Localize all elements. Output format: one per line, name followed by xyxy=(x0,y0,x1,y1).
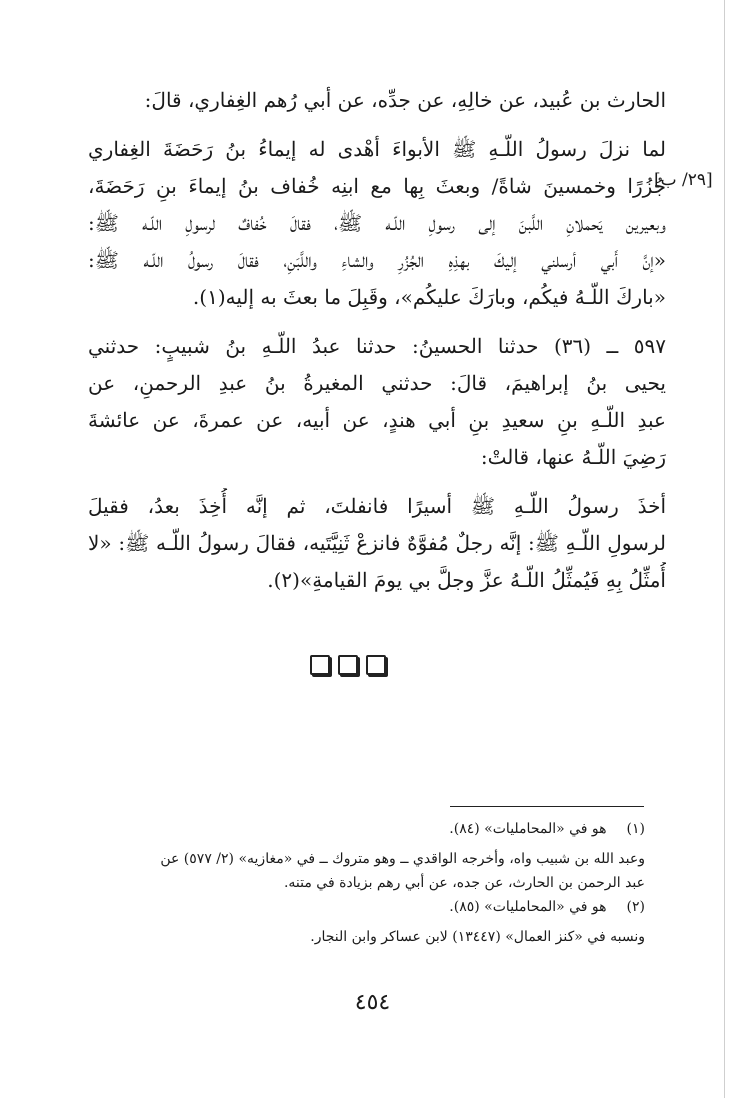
footnote-number: (١) xyxy=(626,821,645,837)
square-ornament-icon xyxy=(366,655,386,675)
footnote-2 xyxy=(100,895,645,919)
section-separator xyxy=(310,655,386,675)
text-line: لرسولِ اللّـهِ ﷺ: إنَّه رجلٌ مُفوَّهٌ فانزعْ ثَنِيَّتَيه، فقالَ رسولُ اللّـه ﷺ: «لا xyxy=(88,531,666,555)
text-line: الحارث بن عُبيد، عن خالِهِ، عن جدِّه، عن أبي رُهم الغِفاري، قالَ: xyxy=(144,88,666,112)
footnote-rule xyxy=(450,806,644,807)
manuscript-folio-note: [٢٩/ ب] xyxy=(654,170,713,190)
text-line: جُزُرًا وخمسينَ شاةً/ وبعثَ بِها مع ابنِه خُفاف بنُ إيماءَ بنِ رَحَضَةَ، xyxy=(88,174,666,198)
footnotes xyxy=(100,817,645,949)
footnote-number: (٢) xyxy=(626,899,645,915)
footnote-continuation: ونسبه في «كنز العمال» (١٣٤٤٧) لابن عساكر وابن النجار. xyxy=(310,929,645,945)
page-number: ٤٥٤ xyxy=(354,990,391,1015)
footnote-text: هو في «المحامليات» (٨٥). xyxy=(449,899,607,915)
text-line: يحيى بنُ إبراهيمَ، قالَ: حدثني المغيرةُ بنُ عبدِ الرحمنِ، عن xyxy=(88,371,666,395)
footnote-continuation: عبد الرحمن بن الحارث، عن جده، عن أبي رهم بزيادة في متنه. xyxy=(283,875,645,891)
text-line: عبدِ اللّـهِ بنِ سعيدِ بنِ أبي هندٍ، عن أبيه، عن عمرةَ، عن عائشةَ xyxy=(88,408,666,432)
text-line: لما نزلَ رسولُ اللّـهِ ﷺ الأبواءَ أهْدى له إيماءُ بنُ رَحَضَةَ الغِفاري xyxy=(88,137,666,161)
text-line: ٥٩٧ ــ (٣٦) حدثنا الحسينُ: حدثنا عبدُ اللّـهِ بنُ شبيبٍ: حدثني xyxy=(88,334,666,358)
text-line: أُمثِّلُ بِهِ فَيُمثِّلُ اللّـهُ عزَّ وجلَّ بي يومَ القيامةِ»(٢). xyxy=(267,568,666,592)
footnote-text: هو في «المحامليات» (٨٤). xyxy=(449,821,607,837)
text-line: «باركَ اللّـهُ فيكُم، وبارَكَ عليكُم»، وقَبِلَ ما بعثَ به إليه(١). xyxy=(192,285,666,309)
text-line: وبعيرين يَحملانِ اللَّبنَ إلى رسولِ اللّـه ﷺ، فقالَ خُفافٌ لرسولِ اللّـه ﷺ: xyxy=(88,211,666,235)
footnote-1 xyxy=(100,817,645,841)
text-line: أخذَ رسولُ اللّـهِ ﷺ أسيرًا فانفلتَ، ثم إنَّه أُخِذَ بعدُ، فقيلَ xyxy=(88,494,666,518)
text-line: رَضِيَ اللّـهُ عنها، قالتْ: xyxy=(480,445,666,469)
footnote-continuation: وعبد الله بن شبيب واه، وأخرجه الواقدي ــ وهو متروك ــ في «مغازيه» (٢/ ٥٧٧) عن xyxy=(160,851,645,867)
page-edge-line xyxy=(724,0,725,1098)
text-line: «إنَّ أَبي أرسلني إليكَ بهذِهِ الجُزُرِ والشاءِ واللَّبَنِ، فقالَ رسولُ اللّـه ﷺ: xyxy=(88,248,666,272)
square-ornament-icon xyxy=(310,655,330,675)
square-ornament-icon xyxy=(338,655,358,675)
main-text xyxy=(88,82,666,599)
